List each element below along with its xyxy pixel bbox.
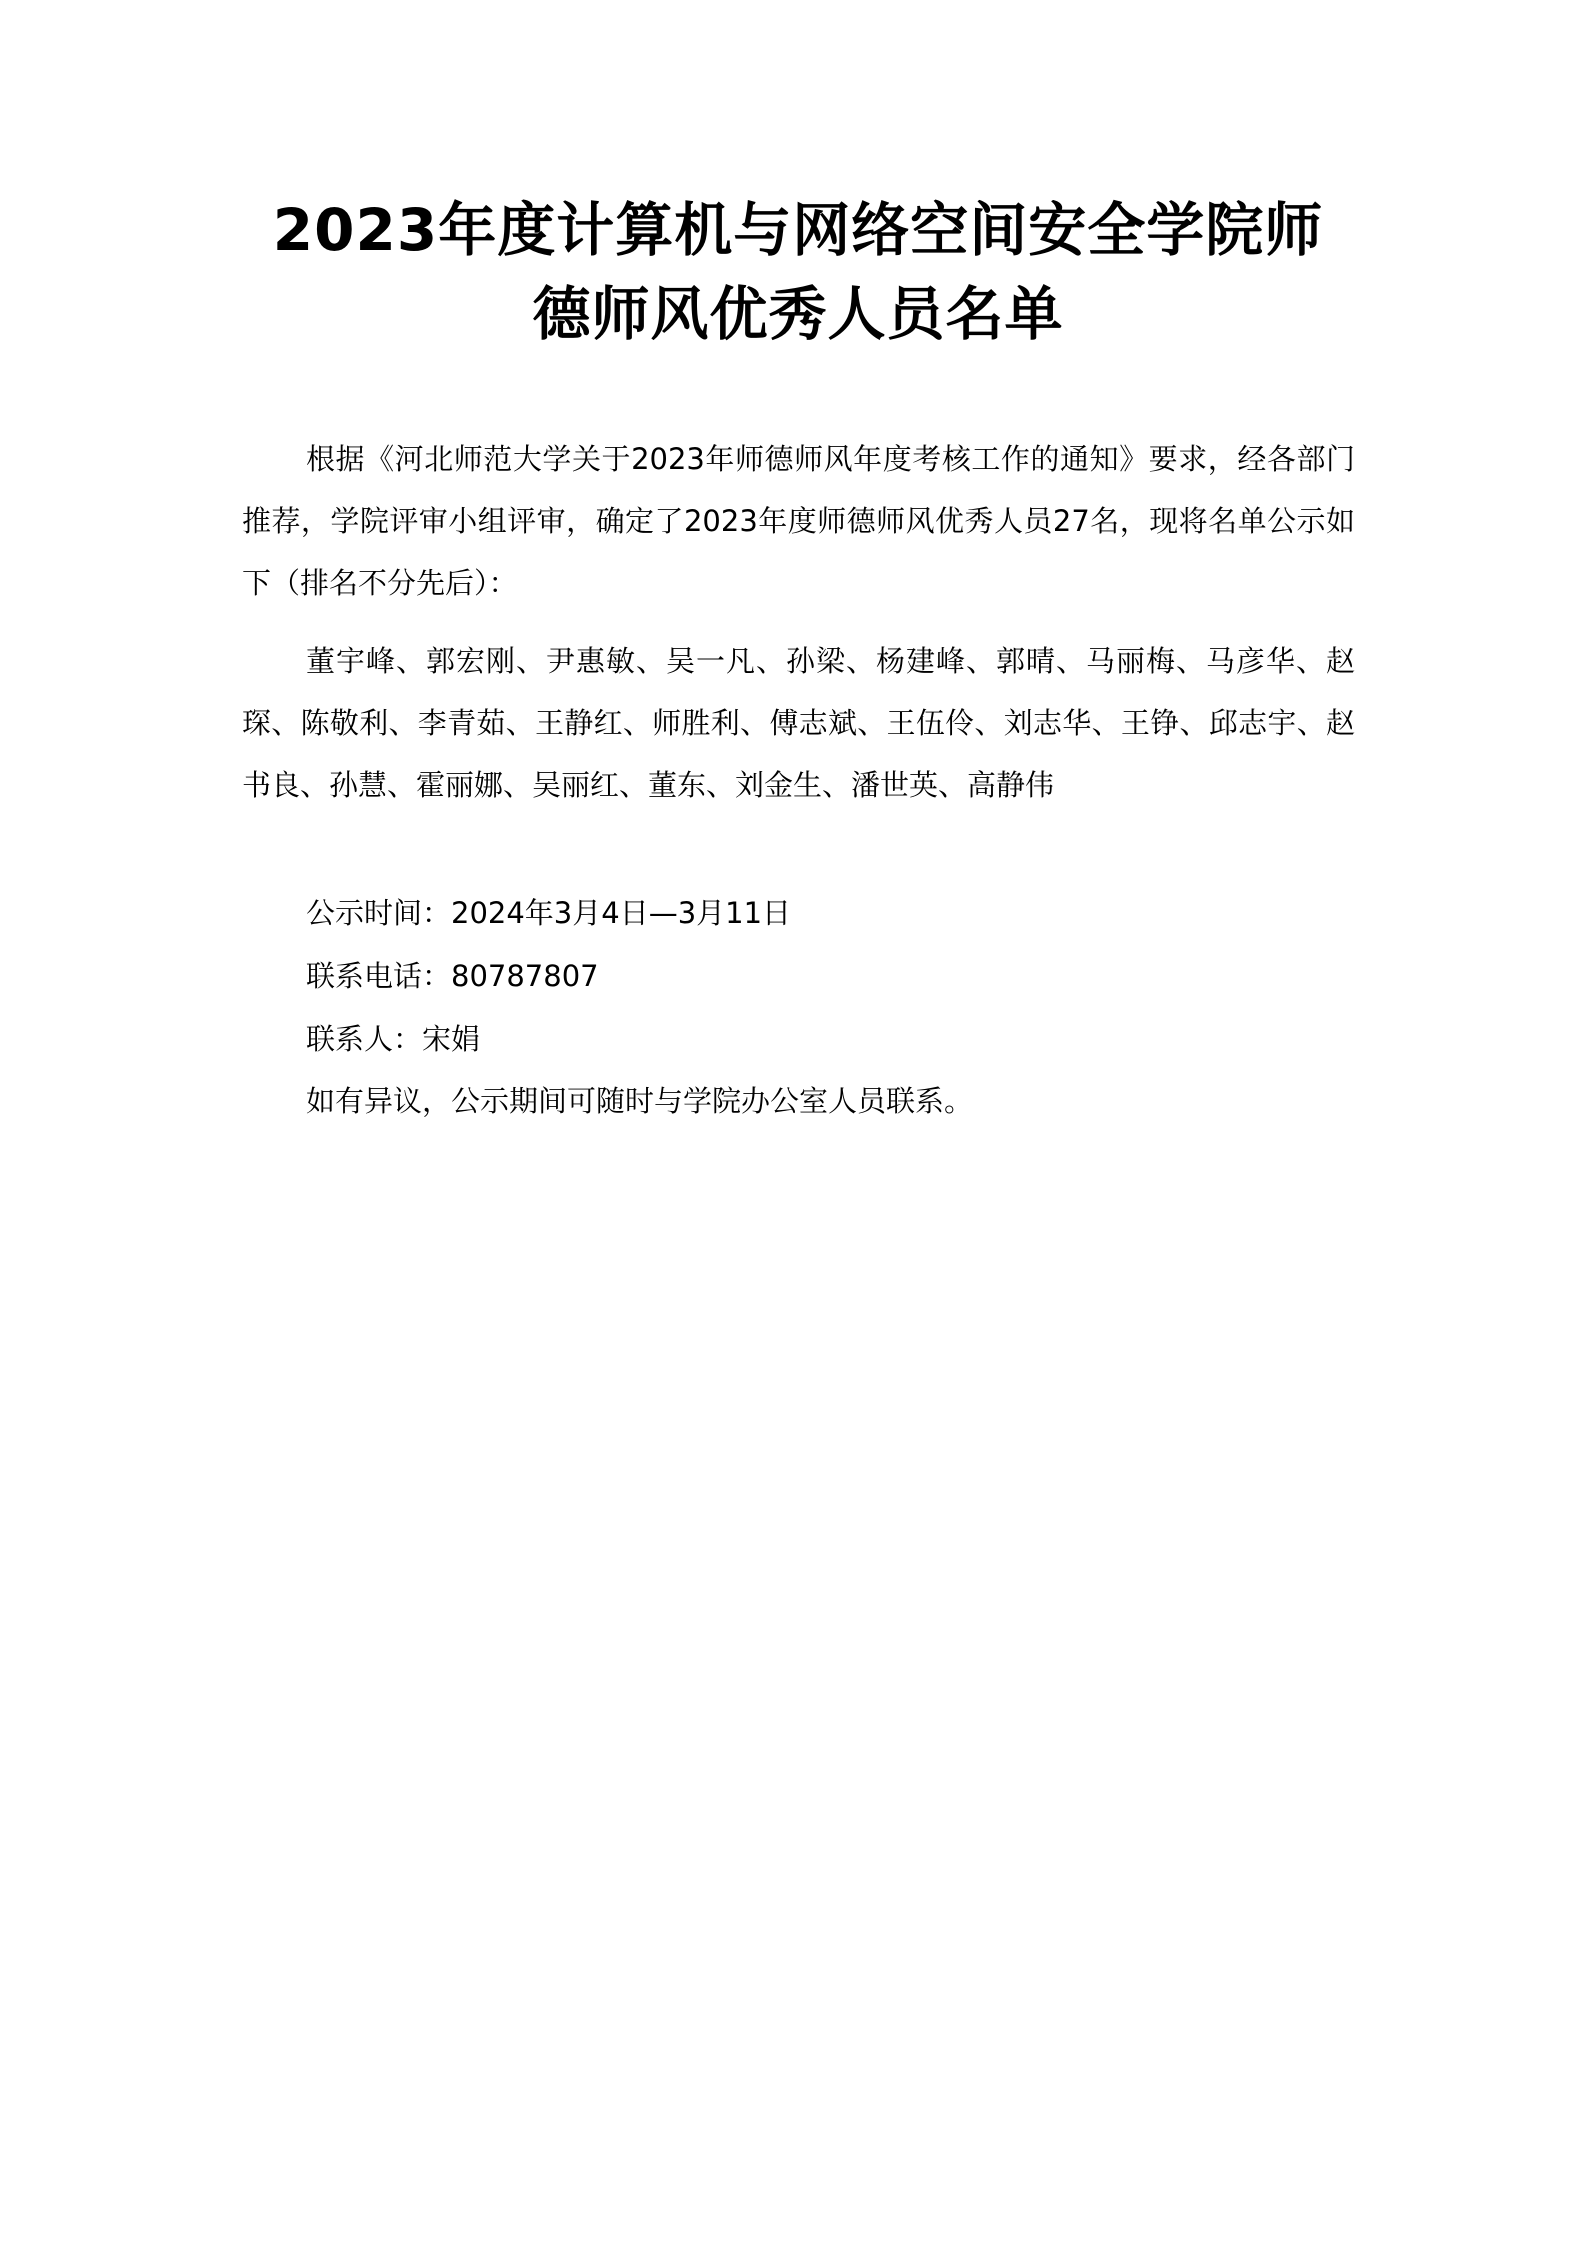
objection-note: 如有异议，公示期间可随时与学院办公室人员联系。: [306, 1084, 974, 1118]
title-line-1: 2023年度计算机与网络空间安全学院师: [272, 196, 1324, 264]
title-line-2: 德师风优秀人员名单: [532, 280, 1064, 348]
publicity-time: 公示时间：2024年3月4日—3月11日: [306, 896, 792, 930]
page-title: [238, 188, 1358, 356]
names-list: 董宇峰、郭宏刚、尹惠敏、吴一凡、孙梁、杨建峰、郭晴、马丽梅、马彦华、赵琛、陈敬利、李青茹、王静红、师胜利、傅志斌、王伍伶、刘志华、王铮、邱志宇、赵书良、孙慧、霍丽娜、吴丽红、董东、刘金生、潘世英、高静伟: [242, 644, 1355, 802]
contact-person: 联系人：宋娟: [306, 1022, 481, 1056]
contact-phone: 联系电话：80787807: [306, 959, 599, 993]
intro-paragraph: 根据《河北师范大学关于2023年师德师风年度考核工作的通知》要求，经各部门推荐，学院评审小组评审，确定了2023年度师德师风优秀人员27名，现将名单公示如下（排名不分先后）：: [242, 442, 1355, 600]
